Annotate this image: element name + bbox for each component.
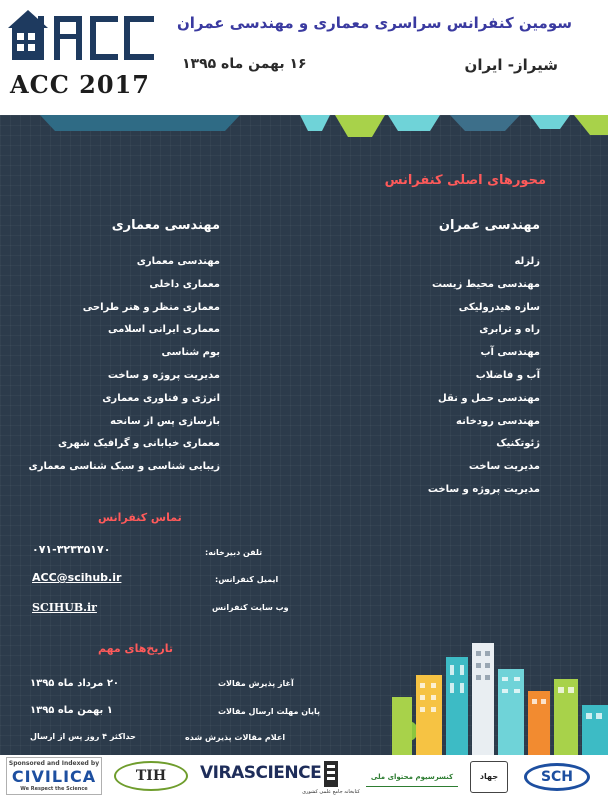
civil-topics-list xyxy=(390,251,540,502)
list-item: سازه هیدرولیکی xyxy=(458,301,540,313)
sch-logo: SCH xyxy=(524,763,590,791)
list-item: انرژی و فناوری معماری xyxy=(102,392,220,404)
contact-title: تماس کنفرانس xyxy=(98,511,182,524)
date-value: ۱ بهمن ماه ۱۳۹۵ xyxy=(30,705,113,716)
list-item: مدیریت ساخت xyxy=(468,461,540,473)
acc-logo-graphic xyxy=(6,6,158,62)
date-label: اعلام مقالات پذیرش شده xyxy=(185,733,286,742)
list-item: زلزله xyxy=(514,256,540,267)
phone-value: ۰۷۱-۳۲۳۳۵۱۷۰ xyxy=(32,543,111,556)
website-link[interactable]: SCIHUB.ir xyxy=(32,601,97,614)
library-logo xyxy=(300,759,362,797)
list-item: معماری خیابانی و گرافیک شهری xyxy=(58,438,220,450)
list-item: مهندسی رودخانه xyxy=(456,415,540,427)
decorative-shapes xyxy=(0,115,608,139)
library-name: کتابخانه جامع علمی کشوری xyxy=(302,789,360,795)
website-label: وب سایت کنفرانس xyxy=(212,603,289,612)
civilica-name: CIVILICA xyxy=(11,767,97,786)
phone-label: تلفن دبیرخانه: xyxy=(205,548,263,557)
list-item: معماری منظر و هنر طراحی xyxy=(82,301,220,313)
civilica-caption: Sponsored and Indexed by xyxy=(8,760,100,767)
list-item: آب و فاضلاب xyxy=(475,369,540,381)
civil-engineering-title: مهندسی عمران xyxy=(438,218,540,233)
library-icon xyxy=(300,759,362,789)
architecture-title: مهندسی معماری xyxy=(111,218,220,233)
conference-city: شیراز- ایران xyxy=(464,56,558,74)
sponsor-bar xyxy=(0,755,608,800)
main-panel xyxy=(0,115,608,755)
city-skyline-illustration xyxy=(388,635,608,755)
list-item: مهندسی معماری xyxy=(136,256,220,267)
email-label: ایمیل کنفرانس: xyxy=(215,575,279,584)
date-value: حداکثر ۴ روز پس از ارسال xyxy=(30,732,136,741)
conference-date: ۱۶ بهمن ماه ۱۳۹۵ xyxy=(182,56,307,72)
list-item: مدیریت پروژه و ساخت xyxy=(427,483,540,495)
consortium-logo: کنسرسیوم محتوای ملی xyxy=(366,767,458,787)
list-item: مهندسی آب xyxy=(480,347,540,359)
important-dates-title: تاریخ‌های مهم xyxy=(98,642,174,655)
list-item: بوم شناسی xyxy=(161,347,220,359)
list-item: بازسازی پس از سانحه xyxy=(110,415,220,427)
civilica-tagline: We Respect the Science xyxy=(20,786,88,792)
email-link[interactable]: ACC@scihub.ir xyxy=(32,571,122,584)
list-item: معماری داخلی xyxy=(149,278,220,290)
list-item: زیبایی شناسی و سبک شناسی معماری xyxy=(28,461,220,473)
date-label: پایان مهلت ارسال مقالات xyxy=(218,707,321,716)
list-item: معماری ایرانی اسلامی xyxy=(107,324,220,336)
virascience-logo: VIRASCIENCE xyxy=(200,763,322,783)
logo-year: ACC 2017 xyxy=(10,70,150,99)
header xyxy=(0,0,608,115)
jahad-logo: جهاد xyxy=(470,761,508,793)
house-icon xyxy=(8,10,48,60)
list-item: مهندسی محیط زیست xyxy=(431,278,540,290)
date-label: آغاز پذیرش مقالات xyxy=(218,679,294,688)
civilica-logo xyxy=(6,757,102,795)
list-item: ژئوتکنیک xyxy=(496,438,540,450)
date-value: ۲۰ مرداد ماه ۱۳۹۵ xyxy=(30,678,120,689)
tih-logo: TIH xyxy=(114,761,188,791)
architecture-topics-list xyxy=(20,251,220,479)
conference-title: سومین کنفرانس سراسری معماری و مهندسی عمران xyxy=(176,14,572,32)
list-item: مهندسی حمل و نقل xyxy=(438,392,540,404)
list-item: راه و ترابری xyxy=(479,324,540,336)
main-axes-title: محورهای اصلی کنفرانس xyxy=(384,173,546,188)
list-item: مدیریت پروژه و ساخت xyxy=(107,369,220,381)
